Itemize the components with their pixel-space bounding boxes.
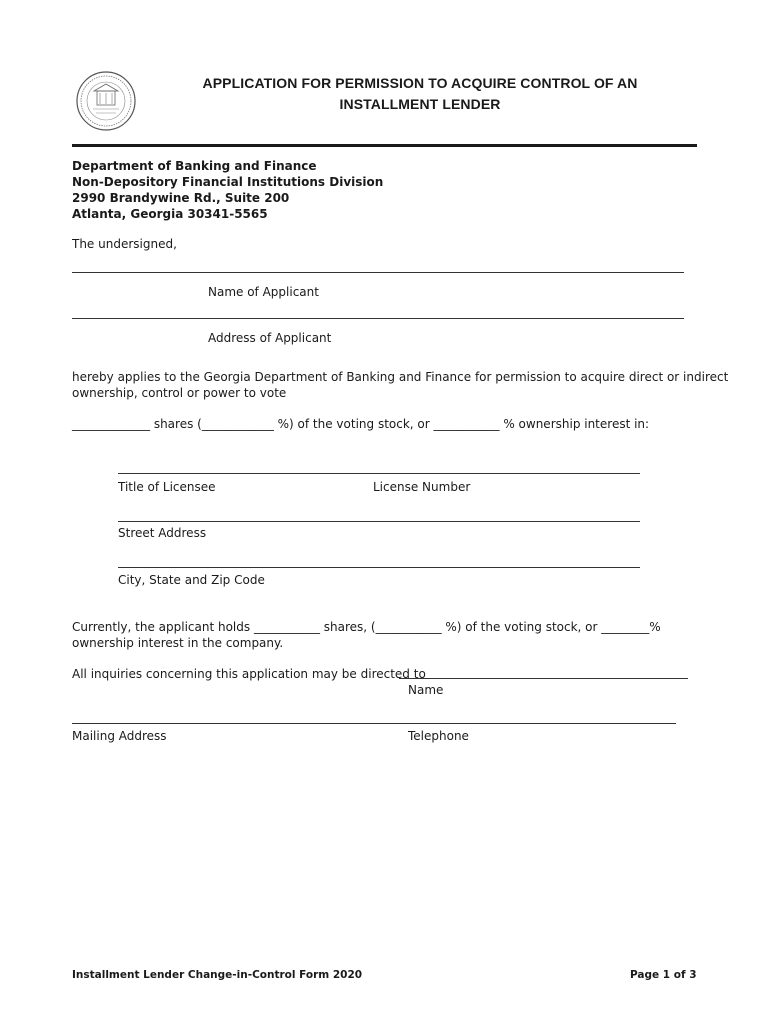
applicant-name-field[interactable]	[72, 272, 684, 273]
address-line-4: Atlanta, Georgia 30341-5565	[72, 207, 268, 221]
undersigned-text: The undersigned,	[72, 237, 177, 251]
applies-text-line-1: hereby applies to the Georgia Department of Banking and Finance for permission to acquire direct or indirect	[72, 370, 729, 384]
title-line-1: APPLICATION FOR PERMISSION TO ACQUIRE CONTROL OF AN	[202, 75, 638, 91]
inquiries-name-field[interactable]	[399, 678, 688, 679]
shares-line: _____________ shares (____________ %) of the voting stock, or ___________ % ownership interest in:	[72, 417, 650, 431]
street-address-field[interactable]	[118, 521, 640, 522]
inquiries-text: All inquiries concerning this application may be directed to	[72, 667, 426, 681]
department-address	[72, 158, 383, 222]
telephone-label: Telephone	[408, 729, 469, 743]
footer-page-number: Page 1 of 3	[630, 969, 697, 981]
address-of-applicant-label: Address of Applicant	[208, 331, 332, 345]
city-state-zip-field[interactable]	[118, 567, 640, 568]
title-line-2: INSTALLMENT LENDER	[339, 96, 501, 112]
license-number-label: License Number	[373, 480, 471, 494]
footer-form-name: Installment Lender Change-in-Control Form 2020	[72, 969, 363, 981]
address-line-3: 2990 Brandywine Rd., Suite 200	[72, 191, 290, 205]
mailing-address-label: Mailing Address	[72, 729, 167, 743]
applicant-address-field[interactable]	[72, 318, 684, 319]
currently-holds-line-2: ownership interest in the company.	[72, 636, 284, 650]
mailing-address-field[interactable]	[72, 723, 676, 724]
state-seal-icon	[76, 71, 136, 131]
address-line-1: Department of Banking and Finance	[72, 159, 317, 173]
address-line-2: Non-Depository Financial Institutions Division	[72, 175, 384, 189]
street-address-label: Street Address	[118, 526, 207, 540]
name-of-applicant-label: Name of Applicant	[208, 285, 319, 299]
city-state-zip-label: City, State and Zip Code	[118, 573, 265, 587]
inquiries-name-label: Name	[408, 683, 444, 697]
licensee-field[interactable]	[118, 473, 640, 474]
applies-text-line-2: ownership, control or power to vote	[72, 386, 287, 400]
page-title	[150, 73, 690, 115]
currently-holds-line-1: Currently, the applicant holds ___________ shares, (___________ %) of the voting stock, or ________%	[72, 620, 661, 634]
title-of-licensee-label: Title of Licensee	[118, 480, 216, 494]
header-divider	[72, 144, 697, 147]
